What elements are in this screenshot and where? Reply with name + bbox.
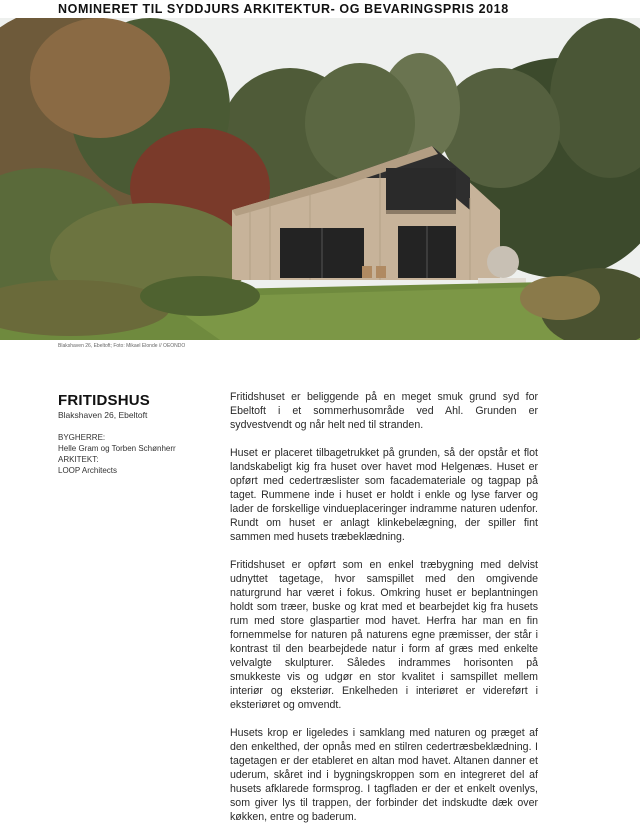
page-header-title: NOMINERET TIL SYDDJURS ARKITEKTUR- OG BEVARINGSPRIS 2018 [58, 2, 509, 16]
client-name: Helle Gram og Torben Schønherr [58, 444, 176, 453]
client-label: BYGHERRE: [58, 433, 106, 442]
body-paragraph: Fritidshuset er opført som en enkel træbygning med delvist udnyttet tagetage, hvor samspillet med den omgivende naturgrund har været i fokus. Omkring huset er beplantningen holdt som træer, buske og krat med et bearbejdet kig fra husets rum med store glaspartier mod havet. Herfra har man en fin fornemmelse for naturen på naturens egne præmisser, der står i kontrast til den bearbejdede natur i form af græs med enkelte velvalgte skulpturer. Således indrammes horisonten på smukkeste vis og udgør en stor kvalitet i samspillet mellem interiør og eksteriør. Enkelheden i interiøret er videreført i eksteriøret og omvendt. [230, 559, 538, 711]
photo-caption: Blakshaven 26, Ebeltoft; Foto: Mikael Elonde // OEONDO [58, 343, 186, 349]
project-title: FRITIDSHUS [58, 392, 150, 409]
article-body [230, 390, 538, 838]
body-paragraph: Huset er placeret tilbagetrukket på grunden, så der opstår et flot landskabeligt kig fra huset over havet mod Helgenæs. Huset er opført med cedertræslister som facademateriale og tagpap på taget. Rummene inde i huset er holdt i enkle og lyse farver og lader de forskellige vindueplaceringer indramme naturen udenfor. Rundt om huset er anlagt klinkebelægning, der spiller fint sammen med husets træbeklædning. [230, 447, 538, 543]
house-photo [0, 18, 640, 340]
body-paragraph: Husets krop er ligeledes i samklang med naturen og præget af den enkelthed, der opnås med en stilren cedertræsbeklædning. I tagetagen er der etableret en altan mod havet. Altanen danner et uderum, skåret ind i bygningskroppen som en integreret del af husets afklarede formsprog. I tagfladen er der et enkelt ovenlys, som giver lys til trappen, der forbinder det indskudte dæk over køkken, entre og baderum. [230, 727, 538, 823]
architect-label: ARKITEKT: [58, 455, 99, 464]
project-credits [58, 432, 208, 476]
body-paragraph: Fritidshuset er beliggende på en meget smuk grund syd for Ebeltoft i et sommerhusområde ved Ahl. Grunden er sydvestvendt og når helt ned til stranden. [230, 391, 538, 431]
project-info [58, 392, 208, 476]
project-address: Blakshaven 26, Ebeltoft [58, 410, 148, 420]
architect-name: LOOP Architects [58, 466, 117, 475]
